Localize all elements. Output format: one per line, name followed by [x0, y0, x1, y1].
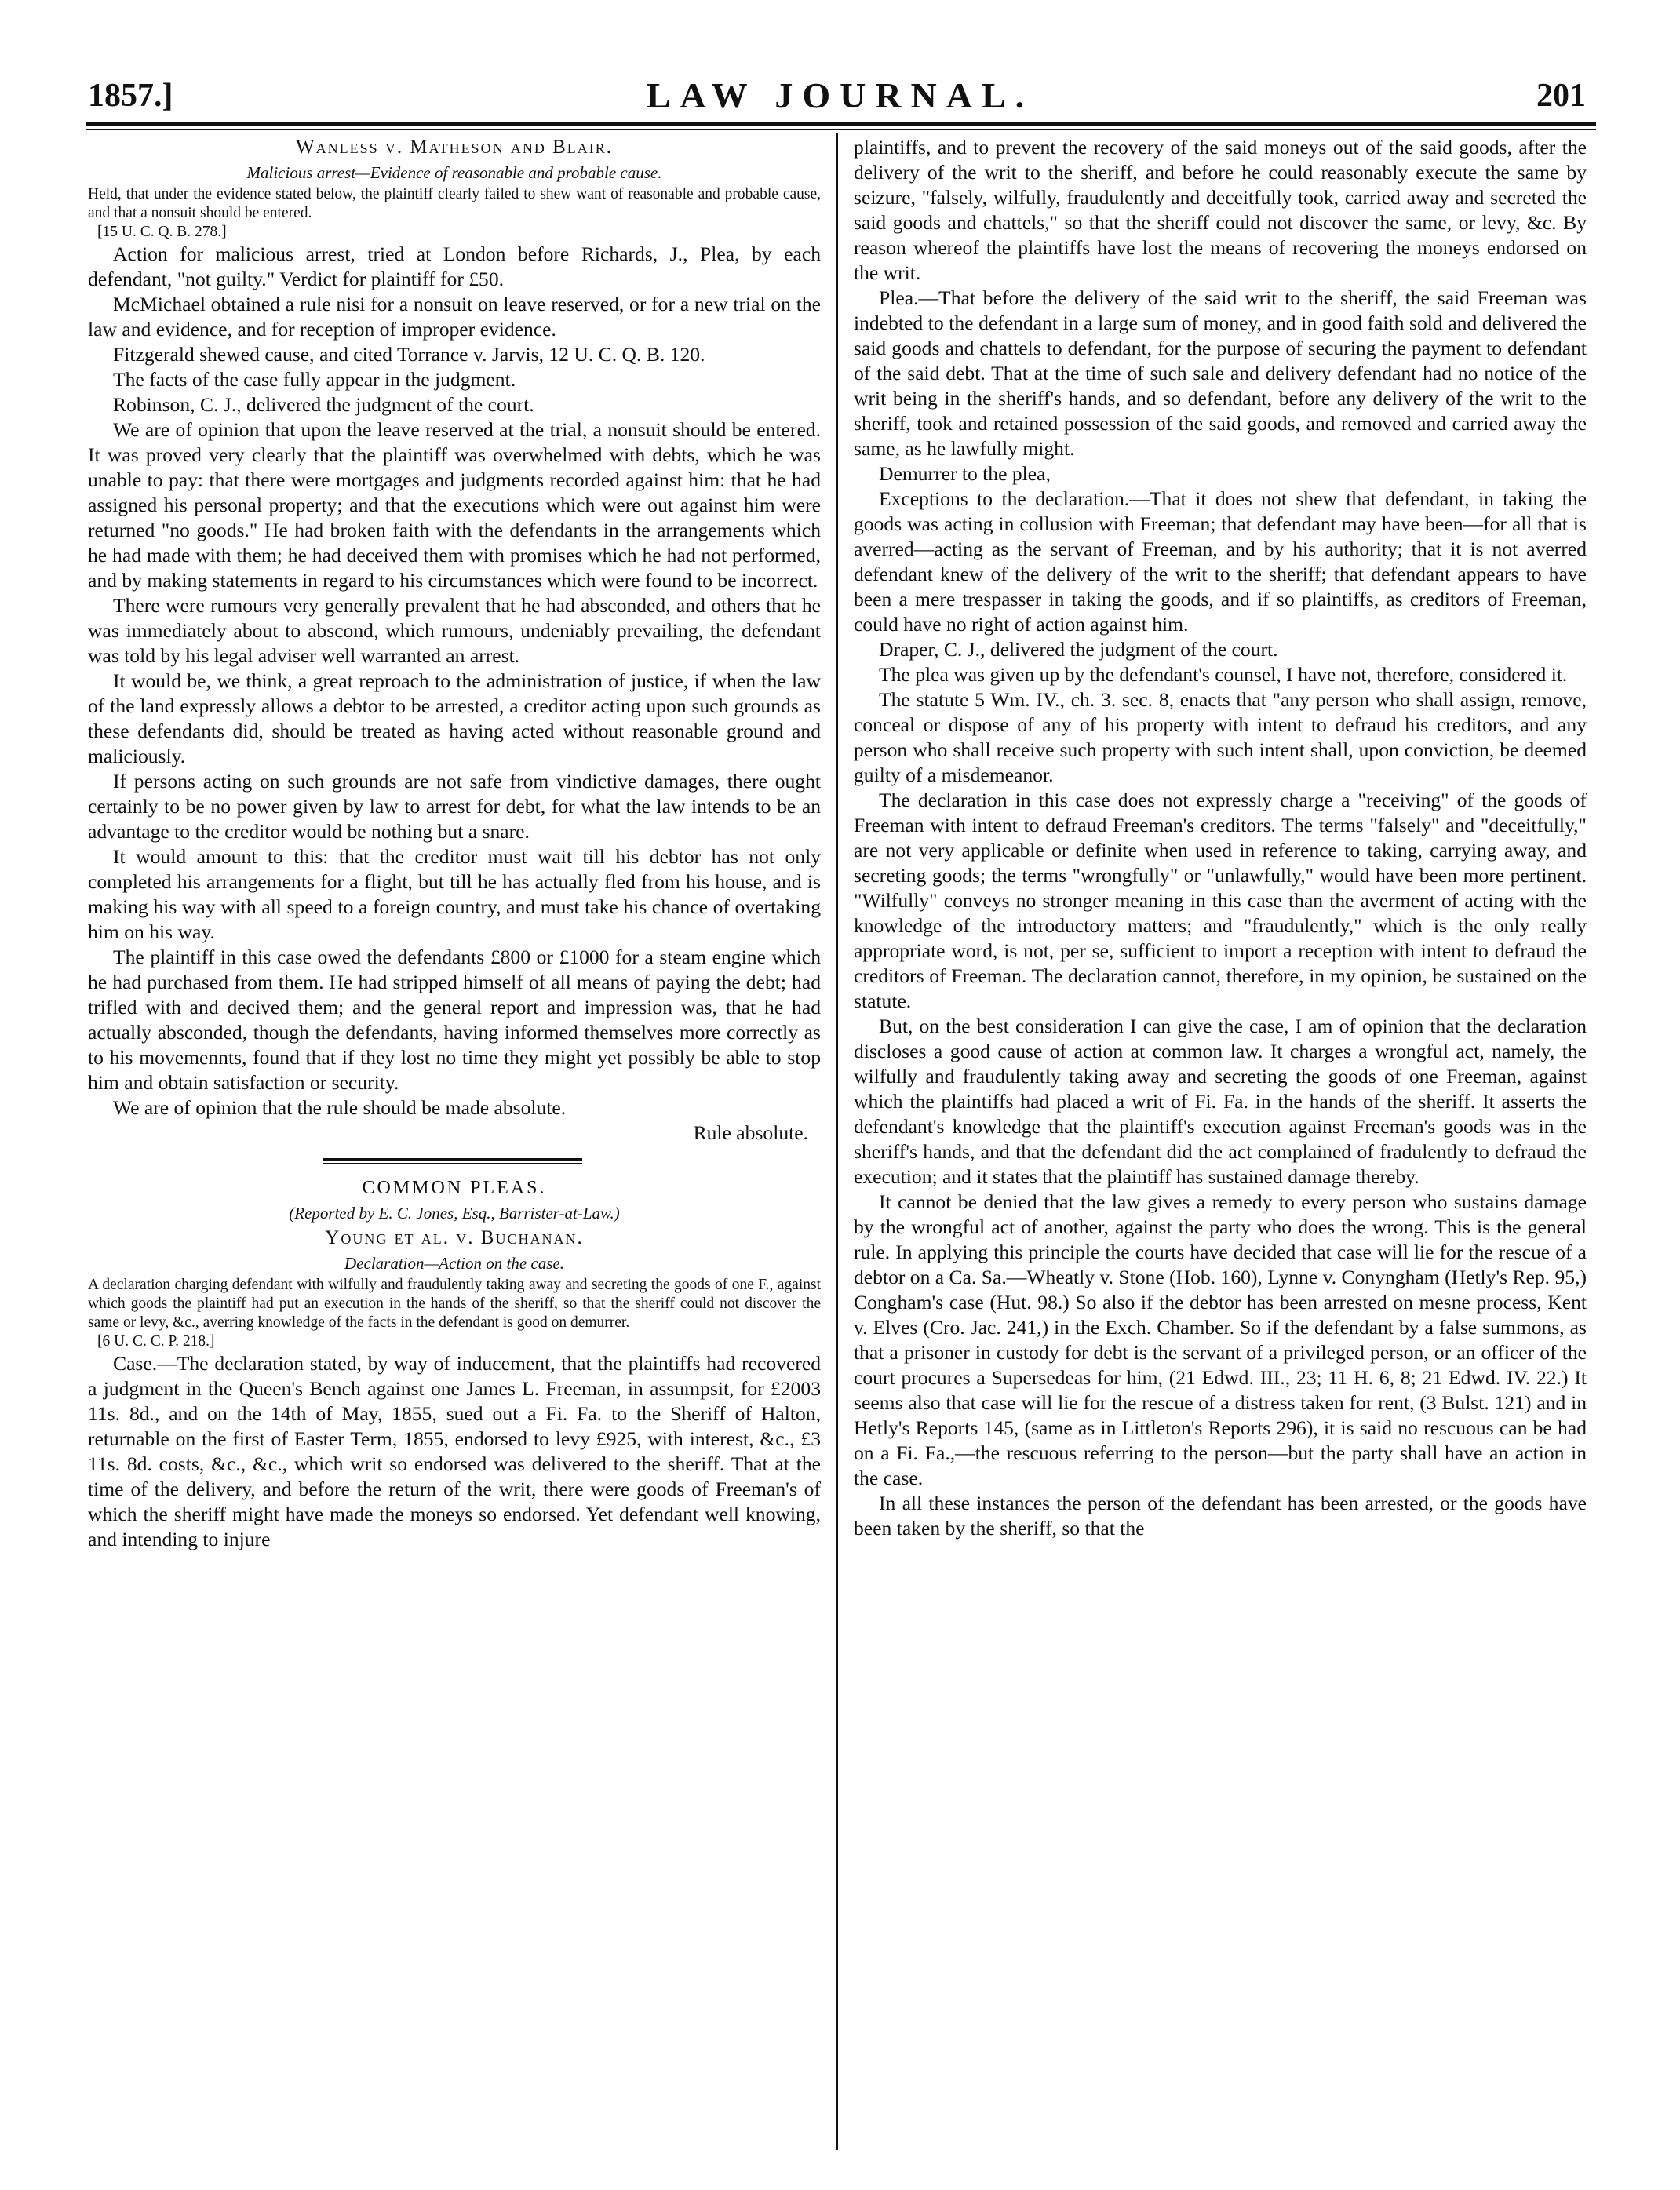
- paragraph: If persons acting on such grounds are not safe from vindictive damages, there ought certainly to be no power given by law to arrest for debt, for what the law intends to be an advantage to the creditor would be nothing but a snare.: [88, 770, 821, 843]
- paragraph: Plea.—That before the delivery of the said writ to the sheriff, the said Freeman was indebted to the defendant in a large sum of money, and in good faith sold and delivered the said goods and chattels to defendant, for the purpose of securing the payment to defendant of the said debt. That at the time of such sale and delivery defendant had no notice of the writ being in the sheriff's hands, and so defendant, before any delivery of the writ to the sheriff, took and retained possession of the said goods, and removed and carried away the same, as he lawfully might.: [854, 286, 1587, 460]
- paragraph: Case.—The declaration stated, by way of inducement, that the plaintiffs had recovered a judgment in the Queen's Bench against one James L. Freeman, in assumpsit, for £2003 11s. 8d., and on the 14th of May, 1855, sued out a Fi. Fa. to the Sheriff of Halton, returnable on the first of Easter Term, 1855, endorsed to levy £925, with interest, &c., £3 11s. 8d. costs, &c., &c., which writ so endorsed was delivered to the sheriff. That at the time of the delivery, and before the return of the writ, there were goods of Freeman's of which the sheriff might have made the moneys so endorsed. Yet defendant well knowing, and intending to injure: [88, 1352, 821, 1550]
- paragraph: There were rumours very generally prevalent that he had absconded, and others that he was immediately about to abscond, which rumours, undeniably prevailing, the defendant was told by his legal adviser well warranted an arrest.: [88, 594, 821, 667]
- paragraph: plaintiffs, and to prevent the recovery of the said moneys out of the said goods, after the delivery of the writ to the sheriff, and before he could reasonably execute the same by seizure, "falsely, wilfully, fraudulently and deceitfully took, carried away and secreted the said goods and chattels," so that the sheriff could not discover the same, or levy, &c. By reason whereof the plaintiffs have lost the means of recovering the moneys endorsed on the writ.: [854, 136, 1587, 284]
- paragraph: The facts of the case fully appear in the judgment.: [113, 368, 516, 391]
- paragraph: Demurrer to the plea,: [879, 462, 1051, 485]
- court-heading: COMMON PLEAS.: [362, 1178, 547, 1198]
- case-title: Young et al. v. Buchanan.: [325, 1227, 584, 1248]
- paragraph: The plaintiff in this case owed the defendants £800 or £1000 for a steam engine which he had purchased from them. He had stripped himself of all means of paying the debt; had trifled with and decived them; and the general report and impression was, that he had actually absconded, though the defendants, having informed themselves more correctly as to his movemennts, found that if they lost no time they might yet possibly be able to stop him and obtain satisfaction or security.: [88, 946, 821, 1094]
- rule-absolute: Rule absolute.: [693, 1121, 808, 1144]
- paragraph: We are of opinion that upon the leave reserved at the trial, a nonsuit should be entered. It was proved very clearly that the plaintiff was overwhelmed with debts, which he was unable to pay: that there were mortgages and judgments recorded against him: that he had assigned his personal property; and that the executions which were out against him were returned "no goods." He had broken faith with the defendants in the arrangements which he had made with them; he had deceived them with promises which he had not performed, and by making statements in regard to his circumstances which were found to be incorrect.: [88, 418, 821, 592]
- paragraph: It would be, we think, a great reproach to the administration of justice, if when the law of the land expressly allows a debtor to be arrested, a creditor acting upon such grounds as these defendants did, should be treated as having acted without reasonable ground and maliciously.: [88, 669, 821, 767]
- paragraph: In all these instances the person of the defendant has been arrested, or the goods have been taken by the sheriff, so that the: [854, 1492, 1587, 1540]
- case-title: Wanless v. Matheson and Blair.: [295, 137, 613, 158]
- paragraph: The statute 5 Wm. IV., ch. 3. sec. 8, enacts that "any person who shall assign, remove, conceal or dispose of any of his property with intent to defraud his creditors, and any person who shall receive such property with such intent shall, upon conviction, be deemed guilty of a misdemeanor.: [854, 688, 1587, 786]
- paragraph: The plea was given up by the defendant's counsel, I have not, therefore, considered it.: [879, 663, 1568, 686]
- paragraph: We are of opinion that the rule should be made absolute.: [113, 1096, 567, 1119]
- paragraph: McMichael obtained a rule nisi for a nonsuit on leave reserved, or for a new trial on the law and evidence, and for reception of improper evidence.: [88, 293, 821, 341]
- header-rule-thin: [86, 129, 1596, 130]
- case-subject: Declaration—Action on the case.: [344, 1254, 564, 1273]
- reporter-line: (Reported by E. C. Jones, Esq., Barrister-at-Law.): [289, 1204, 620, 1223]
- paragraph: Action for malicious arrest, tried at London before Richards, J., Plea, by each defendant, "not guilty." Verdict for plaintiff for £50.: [88, 242, 821, 290]
- case-citation: [15 U. C. Q. B. 278.]: [97, 224, 227, 240]
- section-divider: [88, 1157, 821, 1168]
- case-headnote: A declaration charging defendant with wilfully and fraudulently taking away and secreting the goods of one F., against which goods the plaintiff had put an execution in the hands of the sheriff, so that the sheriff could not discover the same or levy, &c., averring knowledge of the facts in the defendant is good on demurrer.: [88, 1277, 821, 1331]
- case-headnote: Held, that under the evidence stated below, the plaintiff clearly failed to shew want of reasonable and probable cause, and that a nonsuit should be entered.: [88, 186, 821, 221]
- case-citation: [6 U. C. C. P. 218.]: [97, 1333, 215, 1350]
- paragraph: Draper, C. J., delivered the judgment of the court.: [879, 638, 1278, 661]
- paragraph: The declaration in this case does not expressly charge a "receiving" of the goods of Freeman with intent to defraud Freeman's creditors. The terms "falsely" and "deceitfully," are not very applicable or definite when used in reference to taking, carrying away, and secreting goods; the terms "wrongfully" or "unlawfully," would have been more pertinent. "Wilfully" conveys no stronger meaning in this case than the averment of acting with the knowledge of the introductory matters; and "fraudulently," which is the only really appropriate word, is not, per se, sufficient to import a reception with intent to defraud the creditors of Freeman. The declaration cannot, therefore, in my opinion, be sustained on the statute.: [854, 789, 1587, 1012]
- running-head-title: LAW JOURNAL.: [646, 75, 1034, 115]
- left-column: [88, 135, 821, 1552]
- paragraph: It would amount to this: that the creditor must wait till his debtor has not only completed his arrangements for a flight, but till he has actually fled from his house, and is making his way with all speed to a foreign country, and must take his chance of overtaking him on his way.: [88, 845, 821, 943]
- paragraph: It cannot be denied that the law gives a remedy to every person who sustains damage by the wrongful act of another, against the party who does the wrong. This is the general rule. In applying this principle the courts have decided that case will lie for the rescue of a debtor on a Ca. Sa.—Wheatly v. Stone (Hob. 160), Lynne v. Conyngham (Hetly's Rep. 95,) Congham's case (Hut. 98.) So also if the debtor has been arrested on mesne process, Kent v. Elves (Cro. Jac. 241,) in the Exch. Chamber. So if the defendant by a false summons, as that a prisoner in custody for debt is the servant of a privileged person, or an officer of the court procures a Supersedeas for him, (21 Edwd. III., 23; 11 H. 6, 8; 21 Edwd. IV. 22.) It seems also that case will lie for the rescue of a distress taken for rent, (3 Bulst. 121) and in Hetly's Reports 145, (same as in Littleton's Reports 296), it is said no rescuous can be had on a Fi. Fa.,—the rescuous referring to the person—but the party shall have an action in the case.: [854, 1190, 1587, 1489]
- header-rule-thick: [86, 122, 1596, 126]
- paragraph: Robinson, C. J., delivered the judgment of the court.: [113, 393, 534, 416]
- paragraph: Exceptions to the declaration.—That it does not shew that defendant, in taking the goods was acting in collusion with Freeman; that defendant may have been—for all that is averred—acting as the servant of Freeman, and by his authority; that it is not averred defendant knew of the delivery of the writ to the sheriff; that defendant appears to have been a mere trespasser in taking the goods, and if so plaintiffs, as creditors of Freeman, could have no right of action against him.: [854, 487, 1587, 636]
- right-column: [854, 135, 1587, 1541]
- paragraph: But, on the best consideration I can give the case, I am of opinion that the declaration discloses a good cause of action at common law. It charges a wrongful act, namely, the wilfully and fraudulently taking away and secreting the goods of one Freeman, against which the plaintiffs had placed a writ of Fi. Fa. in the hands of the sheriff. It asserts the defendant's knowledge that the plaintiff's execution against Freeman's goods was in the sheriff's hands, and that the defendant did the act complained of fradulently to defraud the execution; and it states that the plaintiff has sustained damage thereby.: [854, 1015, 1587, 1188]
- page-number: 201: [1536, 78, 1586, 114]
- case-subject: Malicious arrest—Evidence of reasonable and probable cause.: [246, 163, 662, 182]
- running-head-year: 1857.]: [88, 78, 173, 114]
- paragraph: Fitzgerald shewed cause, and cited Torrance v. Jarvis, 12 U. C. Q. B. 120.: [113, 343, 705, 366]
- column-divider: [836, 133, 838, 2150]
